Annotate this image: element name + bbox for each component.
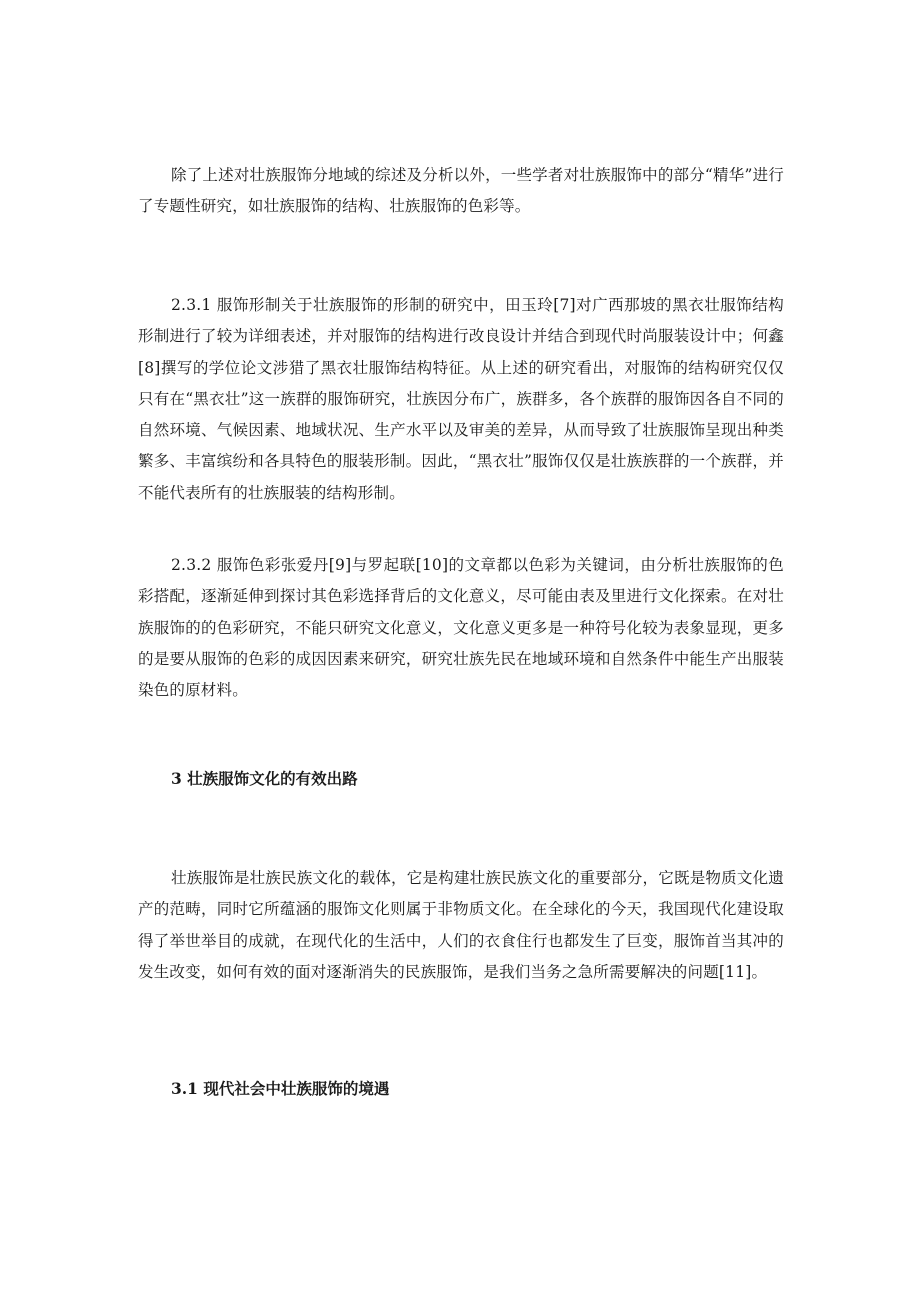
section-heading-3: 3 壮族服饰文化的有效出路: [171, 769, 358, 788]
paragraph-intro: 除了上述对壮族服饰分地域的综述及分析以外，一些学者对壮族服饰中的部分“精华”进行了专题性研究，如壮族服饰的结构、壮族服饰的色彩等。: [138, 166, 784, 216]
paragraph-culture-carrier: 壮族服饰是壮族民族文化的载体，它是构建壮族民族文化的重要部分，它既是物质文化遗产的范畴，同时它所蕴涵的服饰文化则属于非物质文化。在全球化的今天，我国现代化建设取得了举世举目的成就，在现代化的生活中，人们的衣食住行也都发生了巨变，服饰首当其冲的发生改变，如何有效的面对逐渐消失的民族服饰，是我们当务之急所需要解决的问题[11]。: [138, 869, 784, 981]
section-heading-3-1: 3.1 现代社会中壮族服饰的境遇: [171, 1079, 390, 1098]
paragraph-garment-color: 2.3.2 服饰色彩张爱丹[9]与罗起联[10]的文章都以色彩为关键词，由分析壮族服饰的色彩搭配，逐渐延伸到探讨其色彩选择背后的文化意义，尽可能由表及里进行文化探索。在对壮族服饰的的色彩研究，不能只研究文化意义，文化意义更多是一种符号化较为表象显现，更多的是要从服饰的色彩的成因因素来研究，研究壮族先民在地域环境和自然条件中能生产出服装染色的原材料。: [138, 556, 784, 700]
paragraph-garment-form: 2.3.1 服饰形制关于壮族服饰的形制的研究中，田玉玲[7]对广西那坡的黑衣壮服饰结构形制进行了较为详细表述，并对服饰的结构进行改良设计并结合到现代时尚服装设计中；何鑫[8]撰写的学位论文涉猎了黑衣壮服饰结构特征。从上述的研究看出，对服饰的结构研究仅仅只有在“黑衣壮”这一族群的服饰研究，壮族因分布广，族群多，各个族群的服饰因各自不同的自然环境、气候因素、地域状况、生产水平以及审美的差异，从而导致了壮族服饰呈现出种类繁多、丰富缤纷和各具特色的服装形制。因此，“黑衣壮”服饰仅仅是壮族族群的一个族群，并不能代表所有的壮族服装的结构形制。: [138, 296, 784, 502]
